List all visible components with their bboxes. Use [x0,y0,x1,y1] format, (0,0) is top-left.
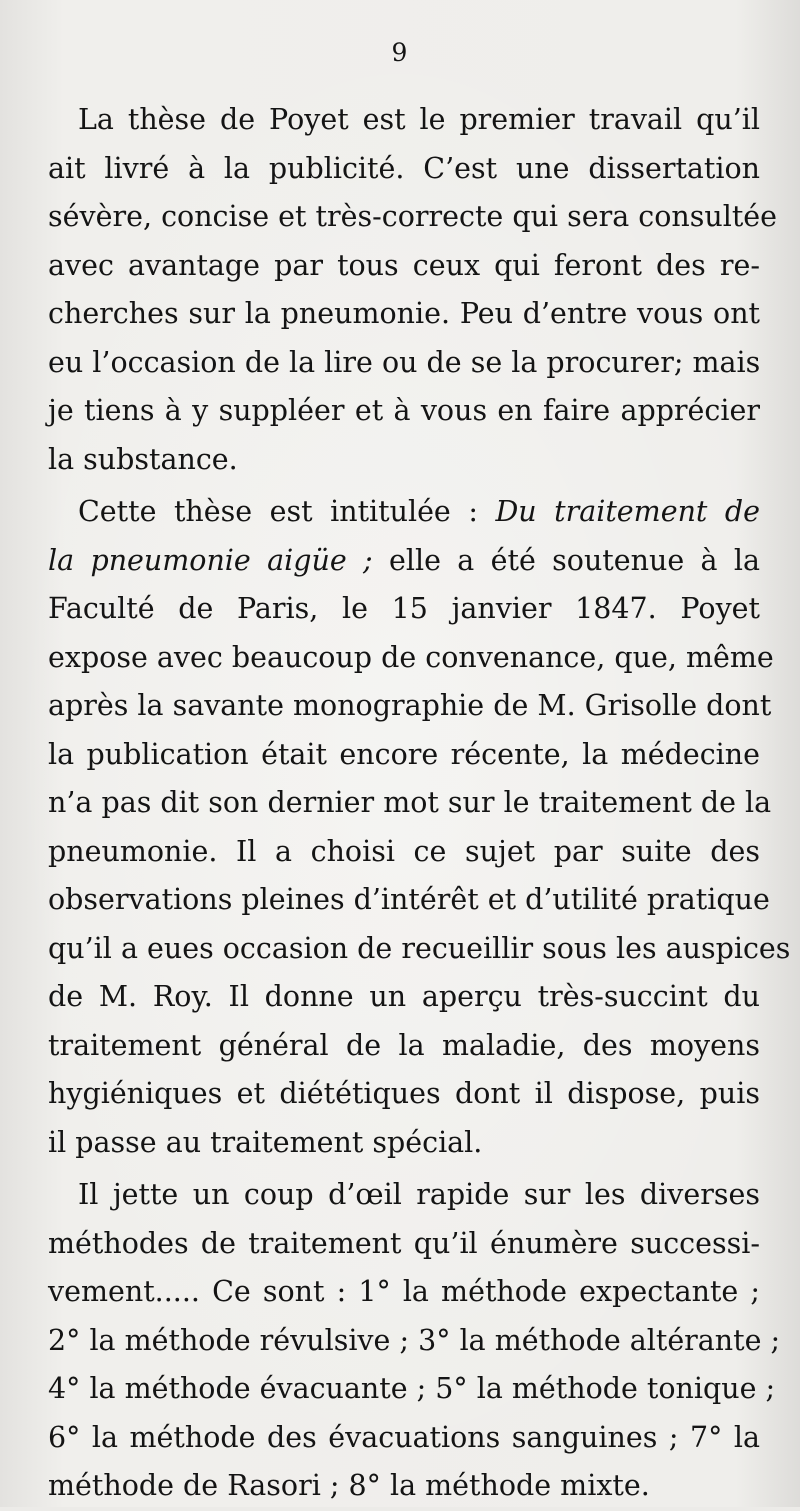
text-line: de M. Roy. Il donne un aperçu très-succint du [48,980,760,1013]
paragraph-2 [48,488,791,1167]
text-line [48,537,760,586]
body-text [48,96,791,1511]
text-line: n’a pas dit son dernier mot sur le traitement de la [48,786,772,819]
text-line: 4° la méthode évacuante ; 5° la méthode tonique ; [48,1372,776,1405]
text-line [48,488,760,537]
text-line: après la savante monographie de M. Grisolle dont [48,689,772,722]
text-segment: Cette thèse est intitulée : [78,495,478,528]
text-line: avec avantage par tous ceux qui feront des re- [48,248,760,282]
text-line: sévère, concise et très-correcte qui sera consultée [48,200,778,233]
text-line: pneumonie. Il a choisi ce sujet par suite des [48,834,760,868]
text-line: méthode de Rasori ; 8° la méthode mixte. [48,1469,650,1502]
text-line: Faculté de Paris, le 15 janvier 1847. Poyet [48,592,760,625]
text-line: 2° la méthode révulsive ; 3° la méthode altérante ; [48,1323,781,1357]
text-line: la substance. [48,442,238,476]
text-line: Il jette un coup d’œil rapide sur les diverses [78,1178,760,1211]
thesis-title-part-1: Du traitement de [495,495,761,528]
text-line: La thèse de Poyet est le premier travail qu’il [78,103,760,136]
text-line: méthodes de traitement qu’il énumère successi- [48,1226,760,1260]
text-line: la publication était encore récente, la médecine [48,737,760,771]
text-line: observations pleines d’intérêt et d’utilité pratique [48,883,770,916]
text-line: vement..... Ce sont : 1° la méthode expectante ; [48,1275,760,1308]
text-line: je tiens à y suppléer et à vous en faire apprécier [48,394,760,427]
thesis-title-part-2: la pneumonie aigüe ; [48,543,373,577]
text-line: traitement général de la maladie, des moyens [48,1028,760,1062]
text-line: hygiéniques et diététiques dont il dispose, puis [48,1077,760,1110]
text-line: qu’il a eues occasion de recueillir sous les auspices [48,931,791,965]
text-line: ait livré à la publicité. C’est une dissertation [48,151,760,185]
paragraph-1 [48,96,778,484]
text-line: il passe au traitement spécial. [48,1125,483,1159]
text-line: expose avec beaucoup de convenance, que, même [48,640,774,674]
paragraph-3 [48,1171,781,1511]
text-line: 6° la méthode des évacuations sanguines ; 7° la [48,1420,760,1454]
text-line: cherches sur la pneumonie. Peu d’entre vous ont [48,297,760,330]
page-number: 9 [391,38,409,67]
text-segment: elle a été soutenue à la [389,543,760,577]
text-line: eu l’occasion de la lire ou de se la procurer; mais [48,345,761,379]
